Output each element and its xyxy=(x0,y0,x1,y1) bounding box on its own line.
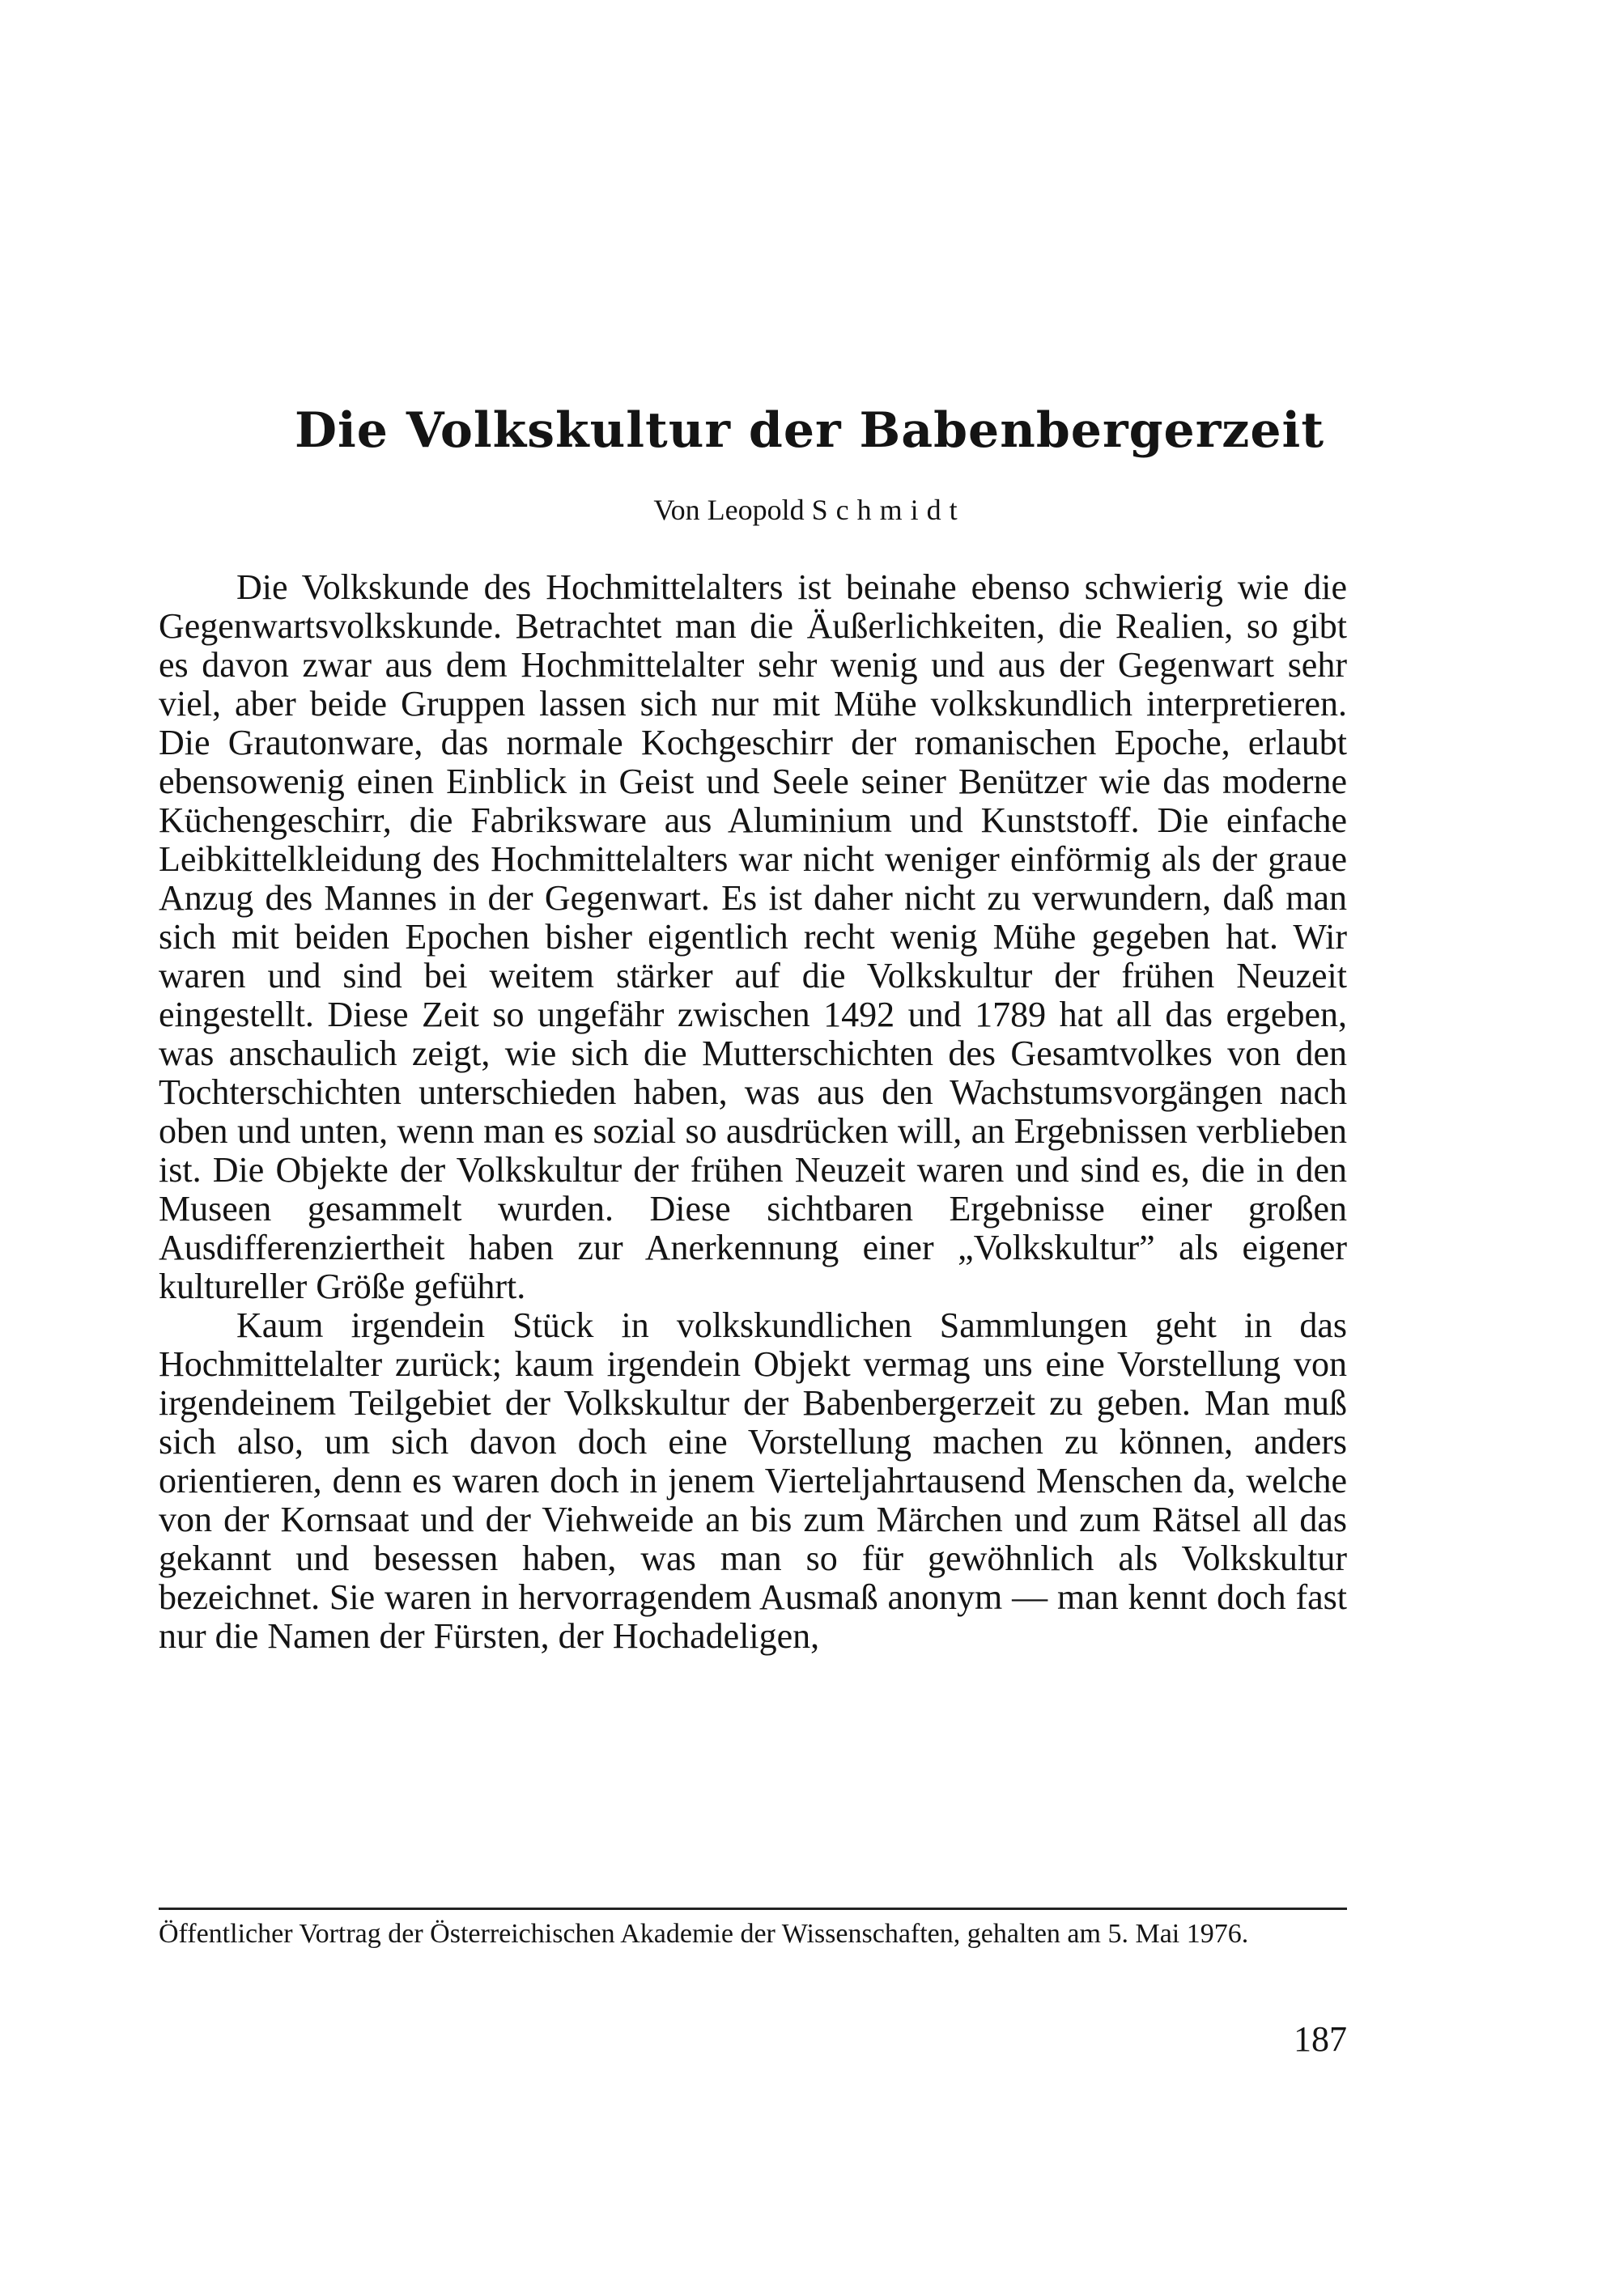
body-paragraph-1: Die Volkskunde des Hochmittelalters ist beinahe ebenso schwierig wie die Gegenwartsvolkskunde. Betrachtet man die Äußerlichkeiten, die Realien, so gibt es davon zwar aus dem Hochmittelalter sehr wenig und aus der Gegenwart sehr viel, aber beide Gruppen lassen sich nur mit Mühe volkskundlich interpretieren. Die Grautonware, das normale Kochgeschirr der romanischen Epoche, erlaubt ebensowenig einen Einblick in Geist und Seele seiner Benützer wie das moderne Küchengeschirr, die Fabriksware aus Aluminium und Kunststoff. Die einfache Leibkittelkleidung des Hochmittelalters war nicht weniger einförmig als der graue Anzug des Mannes in der Gegenwart. Es ist daher nicht zu verwundern, daß man sich mit beiden Epochen bisher eigentlich recht wenig Mühe gegeben hat. Wir waren und sind bei weitem stärker auf die Volkskultur der frühen Neuzeit eingestellt. Diese Zeit so ungefähr zwischen 1492 und 1789 hat all das ergeben, was anschaulich zeigt, wie sich die Mutterschichten des Gesamtvolkes von den Tochterschichten unterschieden haben, was aus den Wachstumsvorgängen nach oben und unten, wenn man es sozial so ausdrücken will, an Ergebnissen verblieben ist. Die Objekte der Volkskultur der frühen Neuzeit waren und sind es, die in den Museen gesammelt wurden. Diese sichtbaren Ergebnisse einer großen Ausdifferenziertheit haben zur Anerkennung einer „Volkskultur” als eigener kultureller Größe geführt. xyxy=(159,567,1347,1306)
byline-prefix: Von Leopold xyxy=(653,494,805,526)
footnote: Öffentlicher Vortrag der Österreichischen Akademie der Wissenschaften, gehalten am 5. Mai 1976. xyxy=(159,1919,1249,1949)
article-title: Die Volkskultur der Babenbergerzeit xyxy=(294,402,1325,459)
article-body xyxy=(159,568,1347,1656)
footnote-divider xyxy=(159,1908,1347,1910)
page-number: 187 xyxy=(1294,2019,1347,2059)
body-paragraph-2: Kaum irgendein Stück in volkskundlichen Sammlungen geht in das Hochmittelalter zurück; kaum irgendein Objekt vermag uns eine Vorstellung von irgendeinem Teilgebiet der Volkskultur der Babenbergerzeit zu geben. Man muß sich also, um sich davon doch eine Vorstellung machen zu können, anders orientieren, denn es waren doch in jenem Vierteljahrtausend Menschen da, welche von der Kornsaat und der Viehweide an bis zum Märchen und zum Rätsel all das gekannt und besessen haben, was man so für gewöhnlich als Volkskultur bezeichnet. Sie waren in hervorragendem Ausmaß anonym — man kennt doch fast nur die Namen der Fürsten, der Hochadeligen, xyxy=(159,1305,1347,1656)
author-byline xyxy=(0,490,1619,530)
author-surname: Schmidt xyxy=(811,494,966,526)
